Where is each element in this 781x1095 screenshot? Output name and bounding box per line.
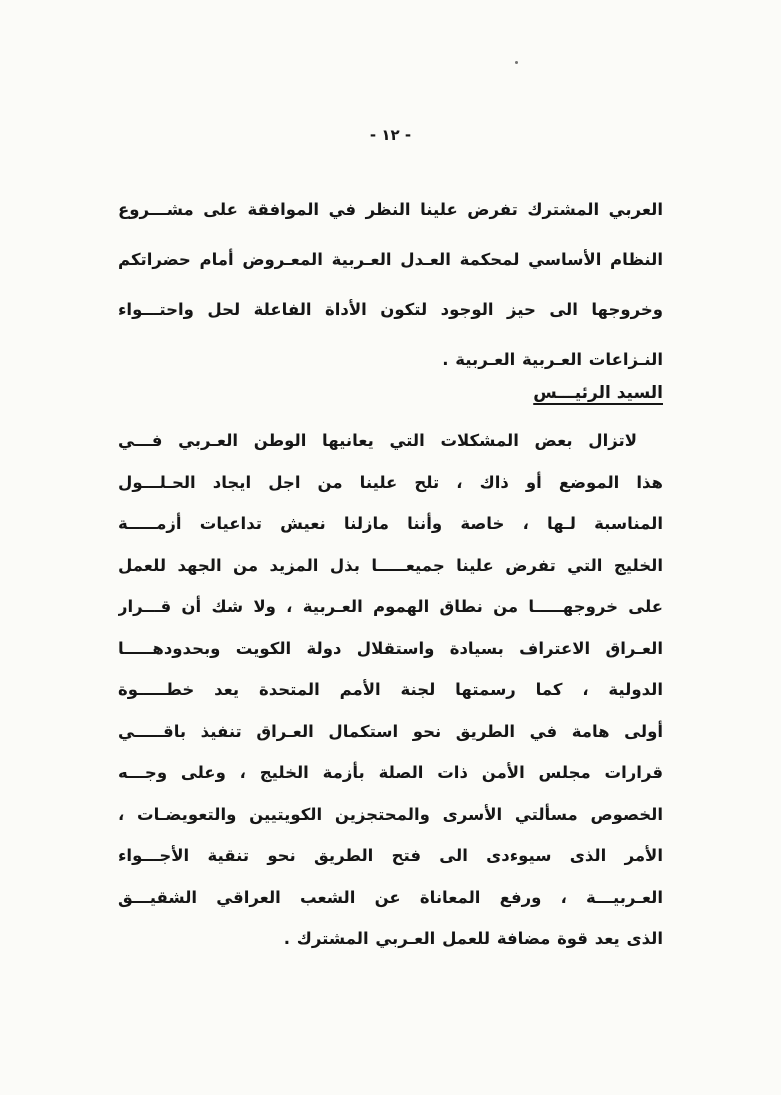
text-line: المناسبة لـها ، خاصة وأننا مازلنا نعيش تداعيات أزمـــــة [118,514,663,533]
text-line: قرارات مجلس الأمن ذات الصلة بأزمة الخليج ، وعلى وجـــه [118,763,663,782]
text-line: الخليج التي تفرض علينا جميعـــــا بذل المزيد من الجهد للعمل [118,555,663,575]
text-line: العـراق الاعتراف بسيادة واستقلال دولة الكويت وبحدودهـــــا [118,638,663,658]
text-line: النظام الأساسي لمحكمة العـدل العـربية المعـروض أمام حضراتكم [118,250,663,269]
text-line: العربي المشترك تفرض علينا النظر في الموافقة على مشـــروع [118,200,663,219]
text-line: الخصوص مسألتي الأسرى والمحتجزين الكويتيين والتعويضـات ، [118,804,663,824]
intro-paragraph [118,185,663,385]
text-line: لاتزال بعض المشكلات التي يعانيها الوطن العـربي فـــي [118,431,637,450]
scan-speck [515,61,518,64]
text-line: أولى هامة في الطريق نحو استكمال العـراق تنفيذ باقـــــي [118,721,663,741]
text-line: الذى يعد قوة مضافة للعمل العـربي المشترك . [283,929,663,948]
text-line: على خروجهـــــا من نطاق الهموم العـربية ، ولا شك أن قـــرار [118,597,663,616]
text-line: هذا الموضع أو ذاك ، تلح علينا من اجل ايجاد الحـلـــول [118,472,663,492]
text-line: النـزاعات العـربية العـربية . [442,350,663,369]
text-line: الدولية ، كما رسمتها لجنة الأمم المتحدة يعد خطـــــوة [118,680,663,699]
section-heading: السيد الرئيـــس [533,383,663,403]
text-line: العـربيـــة ، ورفع المعاناة عن الشعب العراقي الشقيـــق [118,887,663,907]
page-number: - ١٢ - [369,126,412,144]
text-line: وخروجها الى حيز الوجود لتكون الأداة الفاعلة لحل واحتـــواء [118,300,663,319]
body-paragraph [118,420,663,960]
text-line: الأمر الذى سيوءدى الى فتح الطريق نحو تنقية الأجـــواء [118,846,663,865]
